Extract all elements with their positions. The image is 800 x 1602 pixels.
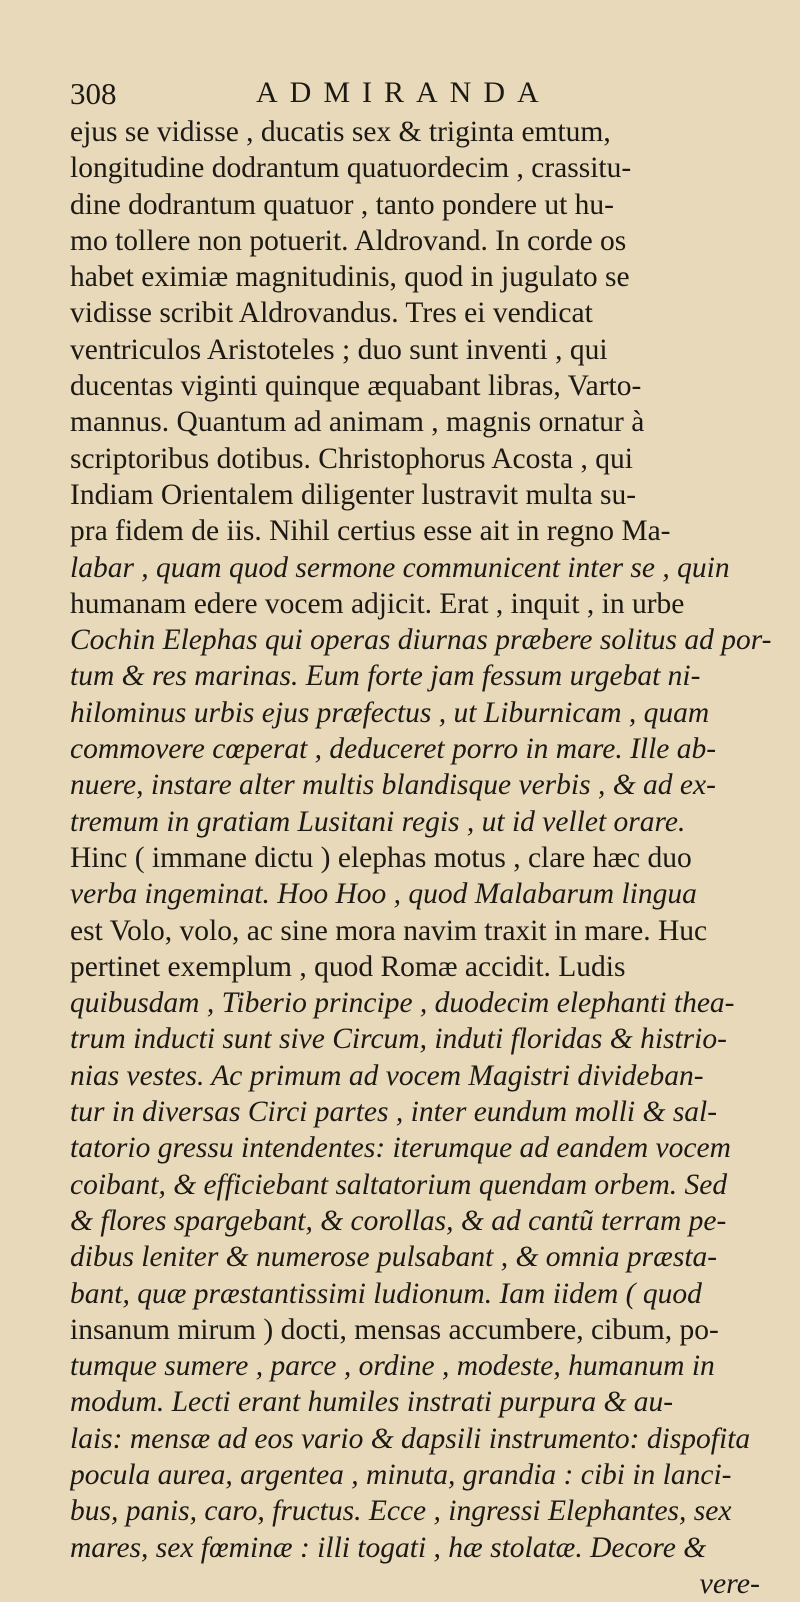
text-line: humanam edere vocem adjicit. Erat , inquit , in urbe: [70, 587, 685, 620]
text-line: est Volo, volo, ac sine mora navim traxit in mare. Huc: [70, 914, 708, 947]
text-line: ejus se vidisse , ducatis sex & triginta emtum,: [70, 116, 611, 148]
text-line: scriptoribus dotibus. Christophorus Acosta , qui: [70, 442, 633, 475]
text-line: mares, sex fœminæ : illi togati , hæ stolatæ. Decore &: [70, 1531, 707, 1564]
text-line: commovere cœperat , deduceret porro in mare. Ille ab-: [70, 733, 717, 766]
text-line: bant, quæ præstantissimi ludionum. Iam iidem ( quod: [70, 1277, 702, 1310]
text-line: habet eximiæ magnitudinis, quod in jugulato se: [70, 261, 630, 294]
text-line: tum & res marinas. Eum forte jam fessum urgebat ni-: [70, 660, 701, 693]
text-line: modum. Lecti erant humiles instrati purpura & au-: [70, 1386, 674, 1419]
text-line: pocula aurea, argentea , minuta, grandia : cibi in lanci-: [70, 1458, 732, 1491]
text-line: bus, panis, caro, fructus. Ecce , ingressi Elephantes, sex: [70, 1495, 732, 1528]
text-line: tremum in gratiam Lusitani regis , ut id vellet orare.: [70, 805, 686, 838]
text-line: Indiam Orientalem diligenter lustravit multa su-: [70, 478, 637, 511]
text-line: ducentas viginti quinque æquabant libras, Varto-: [70, 370, 642, 403]
text-line: tumque sumere , parce , ordine , modeste, humanum in: [70, 1350, 715, 1383]
text-line: nias vestes. Ac primum ad vocem Magistri divideban-: [70, 1059, 704, 1092]
page-number: 308: [70, 76, 117, 111]
text-line: vidisse scribit Aldrovandus. Tres ei vendicat: [70, 297, 593, 330]
page-header: [70, 76, 772, 114]
text-line: tur in diversas Circi partes , inter eundum molli & sal-: [70, 1096, 718, 1129]
text-line: pertinet exemplum , quod Romæ accidit. Ludis: [70, 950, 626, 983]
text-line: dibus leniter & numerose pulsabant , & omnia præsta-: [70, 1241, 718, 1274]
text-line: trum inducti sunt sive Circum, induti floridas & histrio-: [70, 1023, 727, 1056]
text-line: nuere, instare alter multis blandisque verbis , & ad ex-: [70, 769, 716, 802]
text-line: tatorio gressu intendentes: iterumque ad eandem vocem: [70, 1132, 731, 1165]
text-line: ventriculos Aristoteles ; duo sunt inventi , qui: [70, 333, 608, 366]
text-line: verba ingeminat. Hoo Hoo , quod Malabarum lingua: [70, 878, 697, 911]
text-line: quibusdam , Tiberio principe , duodecim elephanti thea-: [70, 987, 735, 1020]
running-head: ADMIRANDA: [256, 76, 551, 109]
text-line: longitudine dodrantum quatuordecim , crassitu-: [70, 152, 632, 185]
text-line: mannus. Quantum ad animam , magnis ornatur à: [70, 406, 645, 439]
text-line: mo tollere non potuerit. Aldrovand. In corde os: [70, 224, 627, 257]
text-line: lais: mensæ ad eos vario & dapsili instrumento: dispofita: [70, 1422, 751, 1455]
text-line: pra fidem de iis. Nihil certius esse ait in regno Ma-: [70, 515, 671, 548]
text-line: & flores spargebant, & corollas, & ad cantũ terram pe-: [70, 1204, 727, 1237]
body-text: [70, 114, 772, 1566]
text-line: Cochin Elephas qui operas diurnas præbere solitus ad por-: [70, 624, 772, 657]
text-line: labar , quam quod sermone communicent inter se , quin: [70, 551, 730, 584]
text-line: dine dodrantum quatuor , tanto pondere ut hu-: [70, 188, 614, 221]
catchword: vere-: [699, 1566, 760, 1600]
text-line: coibant, & efficiebant saltatorium quendam orbem. Sed: [70, 1168, 728, 1201]
text-line: hilominus urbis ejus præfectus , ut Liburnicam , quam: [70, 696, 710, 729]
text-line: Hinc ( immane dictu ) elephas motus , clare hæc duo: [70, 841, 692, 874]
text-line: insanum mirum ) docti, mensas accumbere, cibum, po-: [70, 1313, 719, 1346]
